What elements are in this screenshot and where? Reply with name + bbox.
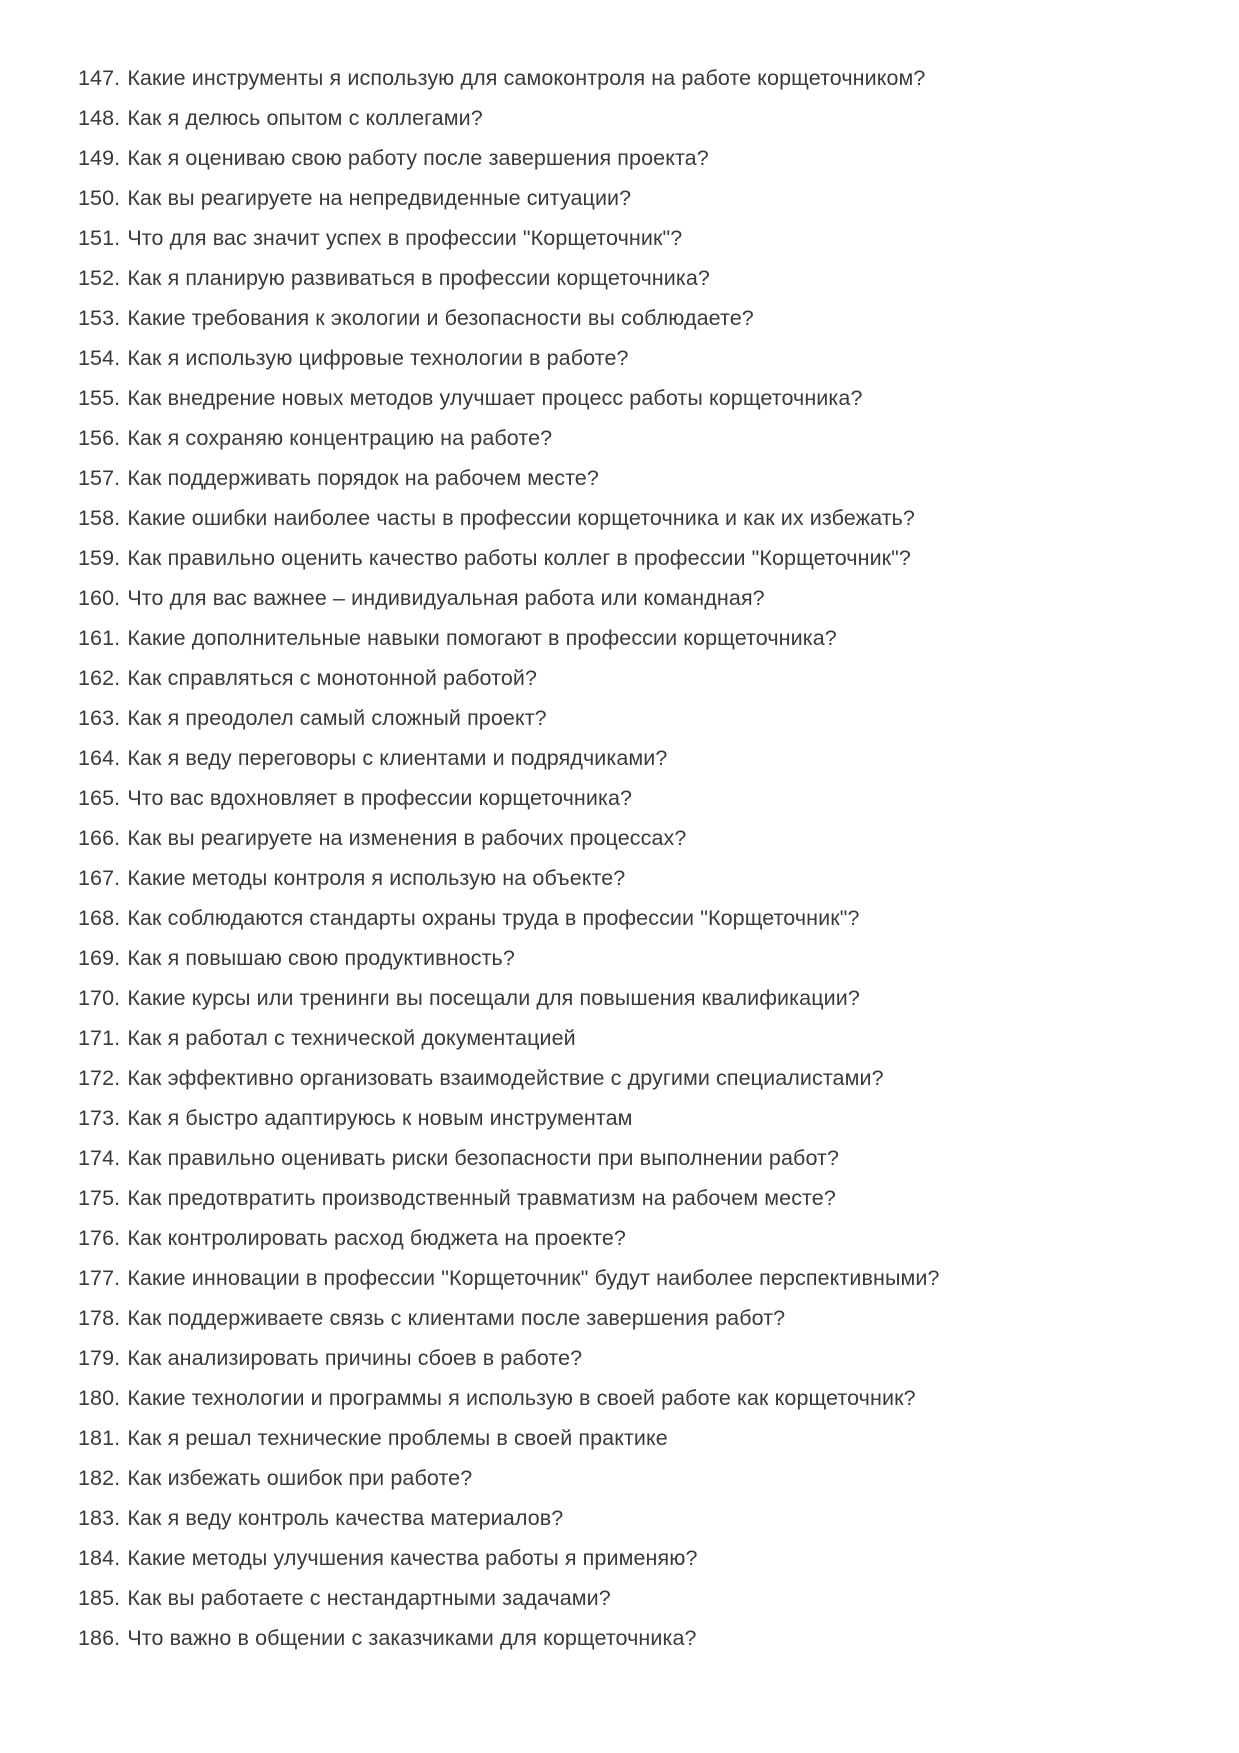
question-text: Как я планирую развиваться в профессии корщеточника? xyxy=(127,266,710,290)
question-item xyxy=(78,1458,1199,1498)
question-item xyxy=(78,1098,1199,1138)
question-text: Как я повышаю свою продуктивность? xyxy=(127,946,515,970)
question-number: 148. xyxy=(78,106,121,130)
question-text: Как я оцениваю свою работу после завершения проекта? xyxy=(127,146,709,170)
question-item xyxy=(78,58,1199,98)
question-text: Как справляться с монотонной работой? xyxy=(127,666,538,690)
question-number: 175. xyxy=(78,1186,121,1210)
question-number: 178. xyxy=(78,1306,121,1330)
question-text: Как контролировать расход бюджета на проекте? xyxy=(127,1226,626,1250)
question-number: 177. xyxy=(78,1266,121,1290)
question-text: Какие методы улучшения качества работы я применяю? xyxy=(127,1546,698,1570)
question-text: Как вы реагируете на изменения в рабочих процессах? xyxy=(127,826,687,850)
question-text: Какие методы контроля я использую на объекте? xyxy=(127,866,626,890)
question-item xyxy=(78,138,1199,178)
question-number: 167. xyxy=(78,866,121,890)
question-item xyxy=(78,458,1199,498)
question-text: Как я преодолел самый сложный проект? xyxy=(127,706,547,730)
question-text: Какие курсы или тренинги вы посещали для повышения квалификации? xyxy=(127,986,860,1010)
question-item xyxy=(78,1338,1199,1378)
question-number: 149. xyxy=(78,146,121,170)
question-number: 184. xyxy=(78,1546,121,1570)
question-item xyxy=(78,618,1199,658)
question-number: 150. xyxy=(78,186,121,210)
question-text: Как поддерживаете связь с клиентами после завершения работ? xyxy=(127,1306,786,1330)
question-text: Как я сохраняю концентрацию на работе? xyxy=(127,426,553,450)
question-item xyxy=(78,1498,1199,1538)
question-text: Как вы реагируете на непредвиденные ситуации? xyxy=(127,186,632,210)
question-text: Как я делюсь опытом с коллегами? xyxy=(127,106,483,130)
question-item xyxy=(78,1058,1199,1098)
question-text: Как я веду переговоры с клиентами и подрядчиками? xyxy=(127,746,668,770)
question-text: Как вы работаете с нестандартными задачами? xyxy=(127,1586,611,1610)
question-text: Что для вас важнее – индивидуальная работа или командная? xyxy=(127,586,765,610)
question-text: Что для вас значит успех в профессии "Корщеточник"? xyxy=(127,226,683,250)
question-item xyxy=(78,1298,1199,1338)
question-item xyxy=(78,418,1199,458)
question-item xyxy=(78,1258,1199,1298)
question-item xyxy=(78,178,1199,218)
question-text: Как поддерживать порядок на рабочем месте? xyxy=(127,466,599,490)
question-number: 182. xyxy=(78,1466,121,1490)
question-number: 160. xyxy=(78,586,121,610)
question-text: Какие технологии и программы я использую в своей работе как корщеточник? xyxy=(127,1386,916,1410)
question-text: Какие ошибки наиболее часты в профессии корщеточника и как их избежать? xyxy=(127,506,915,530)
question-number: 168. xyxy=(78,906,121,930)
question-text: Как я работал с технической документацией xyxy=(127,1026,576,1050)
question-item xyxy=(78,338,1199,378)
question-number: 165. xyxy=(78,786,121,810)
question-text: Как избежать ошибок при работе? xyxy=(127,1466,473,1490)
question-item xyxy=(78,1618,1199,1658)
question-number: 186. xyxy=(78,1626,121,1650)
question-number: 185. xyxy=(78,1586,121,1610)
question-number: 170. xyxy=(78,986,121,1010)
question-text: Какие требования к экологии и безопасности вы соблюдаете? xyxy=(127,306,754,330)
question-number: 161. xyxy=(78,626,121,650)
question-item xyxy=(78,938,1199,978)
question-item xyxy=(78,978,1199,1018)
question-text: Как анализировать причины сбоев в работе? xyxy=(127,1346,583,1370)
question-item xyxy=(78,658,1199,698)
question-item xyxy=(78,298,1199,338)
question-item xyxy=(78,1218,1199,1258)
question-text: Какие инструменты я использую для самоконтроля на работе корщеточником? xyxy=(127,66,926,90)
question-text: Как я решал технические проблемы в своей практике xyxy=(127,1426,668,1450)
question-text: Как соблюдаются стандарты охраны труда в профессии "Корщеточник"? xyxy=(127,906,860,930)
question-item xyxy=(78,538,1199,578)
question-number: 173. xyxy=(78,1106,121,1130)
question-text: Какие дополнительные навыки помогают в профессии корщеточника? xyxy=(127,626,837,650)
question-text: Что важно в общении с заказчиками для корщеточника? xyxy=(127,1626,697,1650)
question-number: 163. xyxy=(78,706,121,730)
question-text: Как эффективно организовать взаимодействие с другими специалистами? xyxy=(127,1066,884,1090)
question-item xyxy=(78,1418,1199,1458)
question-text: Как я веду контроль качества материалов? xyxy=(127,1506,564,1530)
question-item xyxy=(78,698,1199,738)
question-text: Какие инновации в профессии "Корщеточник" будут наиболее перспективными? xyxy=(127,1266,940,1290)
question-item xyxy=(78,818,1199,858)
question-item xyxy=(78,98,1199,138)
question-number: 152. xyxy=(78,266,121,290)
question-number: 183. xyxy=(78,1506,121,1530)
question-number: 180. xyxy=(78,1386,121,1410)
question-text: Как внедрение новых методов улучшает процесс работы корщеточника? xyxy=(127,386,863,410)
question-number: 157. xyxy=(78,466,121,490)
question-item xyxy=(78,218,1199,258)
question-text: Как предотвратить производственный травматизм на рабочем месте? xyxy=(127,1186,836,1210)
question-number: 166. xyxy=(78,826,121,850)
question-number: 171. xyxy=(78,1026,121,1050)
question-item xyxy=(78,1018,1199,1058)
question-number: 159. xyxy=(78,546,121,570)
question-number: 158. xyxy=(78,506,121,530)
question-number: 169. xyxy=(78,946,121,970)
question-number: 156. xyxy=(78,426,121,450)
question-text: Как правильно оценить качество работы коллег в профессии "Корщеточник"? xyxy=(127,546,911,570)
question-number: 172. xyxy=(78,1066,121,1090)
question-item xyxy=(78,898,1199,938)
question-number: 181. xyxy=(78,1426,121,1450)
question-number: 155. xyxy=(78,386,121,410)
question-item xyxy=(78,738,1199,778)
question-number: 147. xyxy=(78,66,121,90)
question-item xyxy=(78,778,1199,818)
question-number: 164. xyxy=(78,746,121,770)
question-number: 179. xyxy=(78,1346,121,1370)
question-number: 174. xyxy=(78,1146,121,1170)
question-number: 176. xyxy=(78,1226,121,1250)
question-text: Как я быстро адаптируюсь к новым инструментам xyxy=(127,1106,633,1130)
question-item xyxy=(78,1178,1199,1218)
question-item xyxy=(78,378,1199,418)
question-number: 154. xyxy=(78,346,121,370)
question-item xyxy=(78,1378,1199,1418)
question-number: 153. xyxy=(78,306,121,330)
question-text: Как правильно оценивать риски безопасности при выполнении работ? xyxy=(127,1146,840,1170)
question-text: Как я использую цифровые технологии в работе? xyxy=(127,346,629,370)
question-text: Что вас вдохновляет в профессии корщеточника? xyxy=(127,786,633,810)
question-item xyxy=(78,498,1199,538)
question-item xyxy=(78,858,1199,898)
question-item xyxy=(78,1578,1199,1618)
question-item xyxy=(78,1538,1199,1578)
question-item xyxy=(78,258,1199,298)
question-item xyxy=(78,1138,1199,1178)
question-number: 162. xyxy=(78,666,121,690)
question-number: 151. xyxy=(78,226,121,250)
question-item xyxy=(78,578,1199,618)
